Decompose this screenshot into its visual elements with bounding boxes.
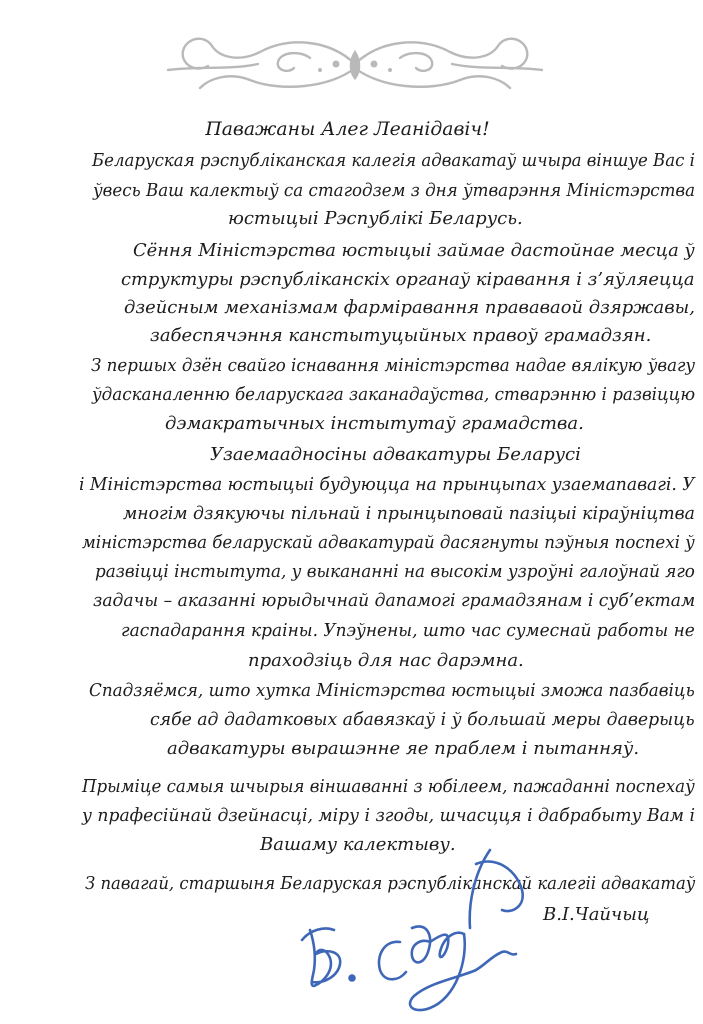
closing-line: З павагай, старшыня Беларуская рэспубліканскай калегіі адвакатаў (85, 873, 696, 894)
paragraph-line: Узаемаадносіны адвакатуры Беларусі (210, 444, 581, 465)
paragraph-line: Беларуская рэспубліканская калегія адвакатаў шчыра віншуе Вас і (92, 150, 695, 171)
paragraph-line: ўвесь Ваш калектыў са стагодзем з дня ўтварэння Міністэрства (93, 180, 696, 201)
paragraph-line: структуры рэспубліканскіх органаў кіравання і з’яўляецца (121, 269, 695, 290)
paragraph-line: дзейсным механізмам фарміравання прававаой дзяржавы, (124, 297, 695, 318)
paragraph-line: Вашаму калектыву. (260, 834, 456, 855)
paragraph-line: ўдасканаленню беларускага заканадаўства, стварэнню і развіццю (92, 384, 696, 405)
paragraph-line: З першых дзён свайго існавання міністэрства надае вялікую ўвагу (91, 355, 696, 376)
paragraph-line: дэмакратычных інстытутаў грамадства. (165, 413, 584, 434)
paragraph-line: Сёння Міністэрства юстыцыі займае дастойнае месца ў (133, 240, 695, 261)
signatory-name: В.І.Чайчыц (543, 904, 650, 925)
paragraph-line: многім дзякуючы пільнай і прынцыповай пазіцыі кіраўніцтва (123, 503, 695, 524)
paragraph-line: адвакатуры вырашэнне яе праблем і пытанняў. (167, 738, 640, 759)
paragraph-line: задачы – аказанні юрыдычнай дапамогі грамадзянам і суб’ектам (93, 590, 696, 611)
paragraph-line: сябе ад дадатковых абавязкаў і ў большай меры даверыць (150, 709, 695, 730)
paragraph-line: і Міністэрства юстыцыі будуюцца на прынцыпах узаемапавагі. У (79, 474, 695, 495)
paragraph-line: у прафесійнай дзейнасці, міру і згоды, шчасцця і дабрабыту Вам і (82, 805, 695, 826)
paragraph-line: юстыцыі Рэспублікі Беларусь. (228, 208, 523, 229)
paragraph-line: забеспячэння канстытуцыйных правоў грамадзян. (150, 325, 652, 346)
greeting: Паважаны Алег Леанідавіч! (205, 118, 490, 140)
paragraph-line: развіцці інстытута, у выкананні на высокім узроўні галоўнай яго (95, 561, 695, 582)
paragraph-line: міністэрства беларускай адвакатурай дасягнуты пэўныя поспехі ў (82, 532, 695, 553)
paragraph-line: гаспадарання краіны. Упэўнены, што час сумеснай работы не (121, 620, 695, 641)
paragraph-line: Спадзяёмся, што хутка Міністэрства юстыцыі зможа пазбавіць (89, 680, 695, 701)
paragraph-line: праходзіць для нас дарэмна. (248, 650, 524, 671)
paragraph-line: Прыміце самыя шчырыя віншаванні з юбілеем, пажаданні поспехаў (82, 776, 695, 797)
handwritten-signature-icon (280, 830, 540, 1024)
